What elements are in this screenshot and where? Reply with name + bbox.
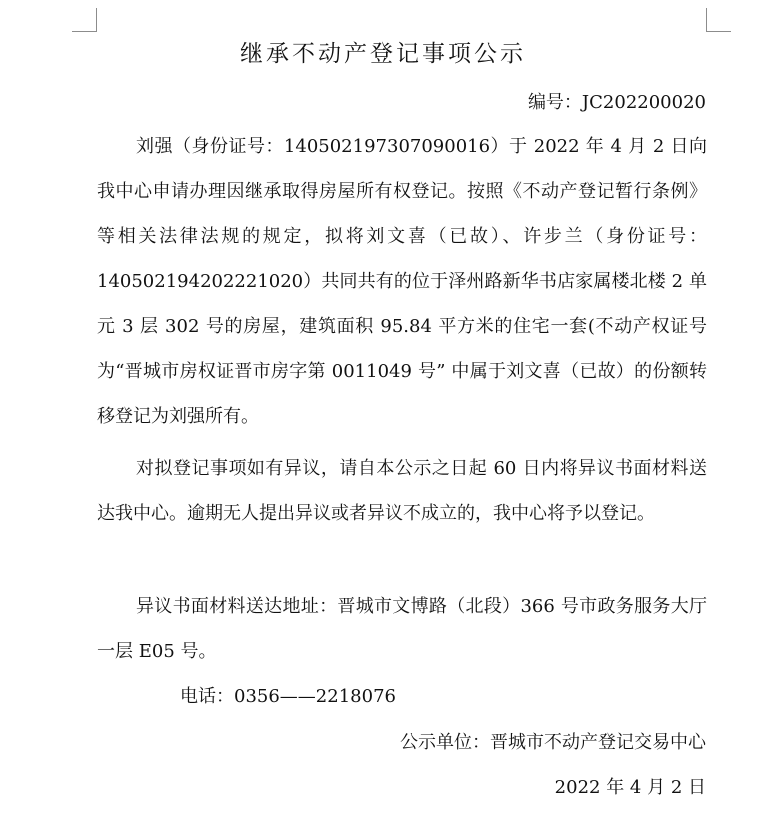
- paragraph-main: 刘强（身份证号：140502197307090016）于 2022 年 4 月 2 日向我中心申请办理因继承取得房屋所有权登记。按照《不动产登记暂行条例》等相关法律法规的规定，拟将刘文喜（已故）、许步兰（身份证号：140502194202221020）共同共有的位于泽州路新华书店家属楼北楼 2 单元 3 层 302 号的房屋，建筑面积 95.84 平方米的住宅一套(不动产权证号为“晋城市房权证晋市房字第 0011049 号” 中属于刘文喜（已故）的份额转移登记为刘强所有。: [97, 136, 707, 427]
- crop-mark-top-left-horizontal: [72, 31, 97, 32]
- crop-mark-top-right-vertical: [706, 8, 707, 32]
- document-title: 继承不动产登记事项公示: [240, 41, 526, 67]
- issue-date: 2022 年 4 月 2 日: [554, 777, 706, 798]
- paragraph-address: 异议书面材料送达地址：晋城市文博路（北段）366 号市政务服务大厅一层 E05 号。: [97, 596, 707, 662]
- paragraph-objection: 对拟登记事项如有异议，请自本公示之日起 60 日内将异议书面材料送达我中心。逾期无人提出异议或者异议不成立的，我中心将予以登记。: [97, 458, 707, 524]
- phone-line: 电话：0356——2218076: [180, 686, 396, 707]
- crop-mark-top-right-horizontal: [706, 31, 731, 32]
- crop-mark-top-left-vertical: [96, 8, 97, 32]
- issuer-line: 公示单位：晋城市不动产登记交易中心: [400, 732, 706, 753]
- document-number: 编号：JC202200020: [527, 92, 706, 113]
